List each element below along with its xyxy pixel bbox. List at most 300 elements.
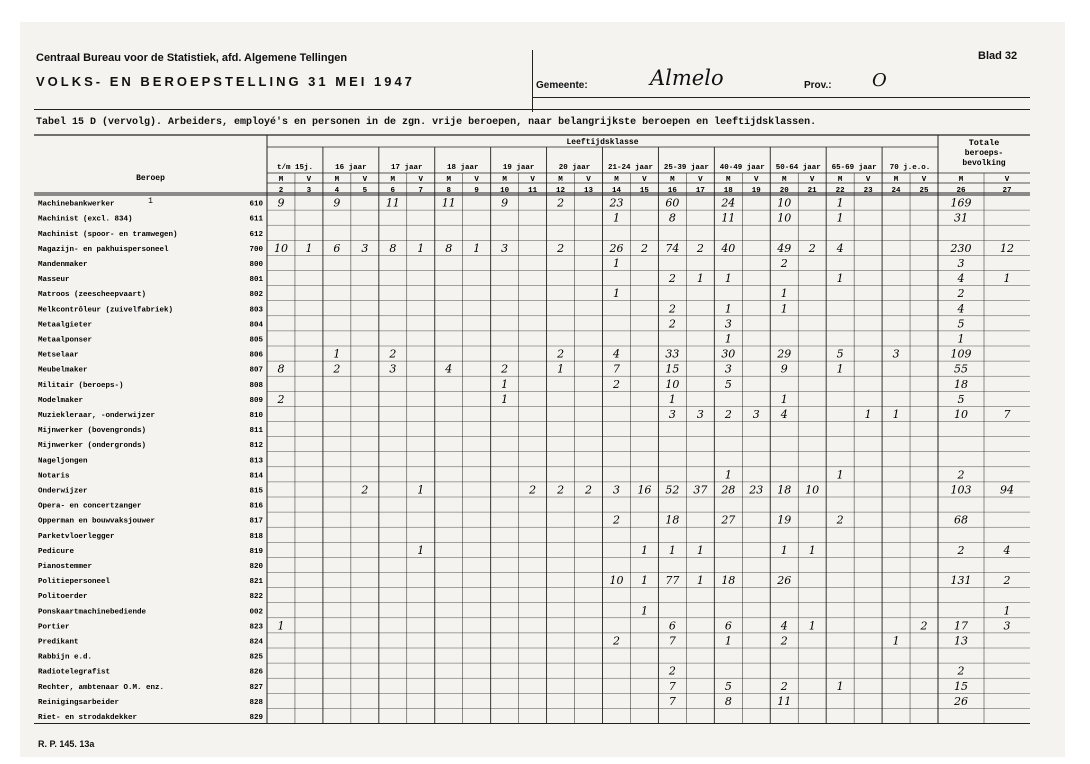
tally-value: 9 bbox=[501, 196, 509, 210]
column-number: 16 bbox=[667, 187, 677, 195]
tally-value: 1 bbox=[836, 211, 844, 225]
column-number: 6 bbox=[390, 187, 396, 195]
tally-value: 2 bbox=[277, 392, 285, 406]
tally-value: 3 bbox=[752, 407, 760, 421]
occupation-label: Opperman en bouwvaksjouwer bbox=[38, 517, 156, 526]
column-number: 21 bbox=[807, 187, 817, 195]
tally-value: 1 bbox=[780, 287, 788, 301]
tally-value: 4 bbox=[612, 347, 620, 361]
column-number: 4 bbox=[334, 187, 340, 195]
tally-value: 3 bbox=[501, 241, 509, 255]
tally-value: 52 bbox=[665, 483, 680, 497]
tally-value: 1 bbox=[724, 302, 732, 316]
beroep-header: Beroep bbox=[136, 174, 165, 183]
sex-label: V bbox=[754, 176, 759, 184]
tally-value: 11 bbox=[385, 196, 400, 210]
occupation-code: 804 bbox=[249, 321, 263, 330]
tally-value: 2 bbox=[501, 362, 509, 376]
tally-value: 1 bbox=[696, 272, 704, 286]
tally-value: 1 bbox=[640, 543, 648, 557]
tally-value: 3 bbox=[389, 362, 397, 376]
tally-value: 30 bbox=[721, 347, 736, 361]
tally-value: 2 bbox=[557, 241, 565, 255]
tally-value: 1 bbox=[696, 543, 704, 557]
tally-value: 15 bbox=[665, 362, 680, 376]
tally-value: 1 bbox=[892, 407, 900, 421]
tally-value: 1 bbox=[557, 362, 565, 376]
tally-value: 60 bbox=[665, 196, 680, 210]
occupation-code: 805 bbox=[249, 336, 263, 345]
sex-label: M bbox=[614, 176, 619, 184]
tally-value: 5 bbox=[724, 377, 732, 391]
tally-value: 11 bbox=[441, 196, 456, 210]
age-group-label: 20 jaar bbox=[558, 164, 591, 172]
tally-value: 4 bbox=[780, 619, 788, 633]
occupation-code: 829 bbox=[249, 713, 263, 722]
tally-value: 2 bbox=[389, 347, 397, 361]
tally-value: 7 bbox=[668, 694, 676, 708]
tally-value: 4 bbox=[836, 241, 844, 255]
tally-value: 27 bbox=[721, 513, 736, 527]
tally-value: 77 bbox=[665, 574, 680, 588]
column-number: 2 bbox=[278, 187, 284, 195]
sex-label: V bbox=[1004, 176, 1010, 184]
occupation-code: 802 bbox=[249, 291, 263, 300]
tally-value: 19 bbox=[777, 513, 792, 527]
tally-value: 2 bbox=[612, 634, 620, 648]
occupation-code: 817 bbox=[249, 517, 263, 526]
occupation-label: Machinist (excl. 834) bbox=[38, 215, 133, 224]
occupation-label: Magazijn- en pakhuispersoneel bbox=[38, 245, 169, 254]
occupation-code: 811 bbox=[249, 427, 263, 436]
tally-value: 1 bbox=[892, 634, 900, 648]
occupation-code: 827 bbox=[249, 683, 263, 692]
tally-value: 2 bbox=[529, 483, 537, 497]
occupation-code: 814 bbox=[249, 472, 263, 481]
tally-value: 1 bbox=[612, 211, 620, 225]
tally-value: 1 bbox=[864, 407, 872, 421]
tally-value: 4 bbox=[957, 302, 965, 316]
tally-value: 2 bbox=[612, 513, 620, 527]
census-table bbox=[20, 22, 1065, 757]
sex-label: V bbox=[306, 176, 312, 184]
occupation-code: 823 bbox=[249, 623, 263, 632]
tally-value: 1 bbox=[305, 241, 313, 255]
sex-label: V bbox=[418, 176, 424, 184]
table-title: Tabel 15 D (vervolg). Arbeiders, employé's en personen in de zgn. vrije beroepen, naar belangrijkste beroepen en leeftijdsklassen. bbox=[36, 117, 817, 128]
tally-value: 26 bbox=[777, 574, 792, 588]
tally-value: 6 bbox=[724, 619, 732, 633]
sex-label: M bbox=[781, 176, 787, 184]
occupation-label: Nageljongen bbox=[38, 457, 88, 466]
occupation-code: 828 bbox=[249, 698, 263, 707]
tally-value: 4 bbox=[780, 407, 788, 421]
sex-label: V bbox=[586, 176, 591, 184]
column-number: 27 bbox=[1002, 187, 1012, 195]
tally-value: 8 bbox=[445, 241, 453, 255]
column-number: 18 bbox=[723, 187, 733, 195]
tally-value: 10 bbox=[665, 377, 680, 391]
tally-value: 2 bbox=[668, 302, 676, 316]
occupation-code: 806 bbox=[249, 351, 263, 360]
occupation-code: 816 bbox=[249, 502, 263, 511]
totale-header: Totale bbox=[968, 138, 1000, 148]
tally-value: 11 bbox=[721, 211, 736, 225]
tally-value: 3 bbox=[1003, 619, 1011, 633]
tally-value: 1 bbox=[696, 574, 704, 588]
occupation-code: 610 bbox=[249, 200, 263, 209]
sex-label: M bbox=[558, 176, 563, 184]
occupation-label: Radiotelegrafist bbox=[38, 668, 111, 677]
tally-value: 11 bbox=[777, 694, 792, 708]
leeftijd-header: Leeftijdsklasse bbox=[566, 138, 639, 147]
tally-value: 3 bbox=[724, 362, 732, 376]
tally-value: 1 bbox=[640, 574, 648, 588]
tally-value: 18 bbox=[777, 483, 792, 497]
sex-label: V bbox=[362, 176, 368, 184]
tally-value: 1 bbox=[417, 483, 425, 497]
tally-value: 8 bbox=[724, 694, 732, 708]
occupation-code: 824 bbox=[249, 638, 263, 647]
prov-value: O bbox=[872, 70, 887, 91]
tally-value: 2 bbox=[668, 317, 676, 331]
tally-value: 6 bbox=[668, 619, 676, 633]
tally-value: 2 bbox=[557, 196, 565, 210]
tally-value: 2 bbox=[957, 287, 965, 301]
census-title: VOLKS- EN BEROEPSTELLING 31 MEI 1947 bbox=[36, 74, 415, 89]
sex-label: M bbox=[893, 176, 899, 184]
column-number: 15 bbox=[639, 187, 649, 195]
occupation-label: Ponskaartmachinebediende bbox=[38, 608, 147, 617]
tally-value: 9 bbox=[333, 196, 341, 210]
tally-value: 10 bbox=[273, 241, 288, 255]
occupation-label: Riet- en strodakdekker bbox=[38, 713, 138, 722]
tally-value: 230 bbox=[950, 241, 972, 255]
form-footer: R. P. 145. 13a bbox=[38, 739, 95, 749]
tally-value: 10 bbox=[777, 196, 792, 210]
occupation-label: Metaalgieter bbox=[38, 321, 93, 330]
tally-value: 2 bbox=[333, 362, 341, 376]
age-group-label: 21-24 jaar bbox=[607, 164, 653, 172]
sex-label: M bbox=[278, 176, 284, 184]
tally-value: 29 bbox=[777, 347, 792, 361]
occupation-code: 801 bbox=[249, 276, 263, 285]
tally-value: 1 bbox=[836, 362, 844, 376]
tally-value: 9 bbox=[780, 362, 788, 376]
column-number: 17 bbox=[695, 187, 705, 195]
sex-label: M bbox=[502, 176, 507, 184]
occupation-label: Muziekleraar, -onderwijzer bbox=[38, 411, 156, 420]
tally-value: 3 bbox=[361, 241, 369, 255]
tally-value: 55 bbox=[954, 362, 968, 376]
tally-value: 10 bbox=[777, 211, 792, 225]
age-group-label: 65-69 jaar bbox=[831, 164, 877, 172]
tally-value: 2 bbox=[1003, 574, 1011, 588]
tally-value: 3 bbox=[668, 407, 676, 421]
occupation-code: 815 bbox=[249, 487, 263, 496]
occupation-label: Reinigingsarbeider bbox=[38, 698, 120, 707]
tally-value: 28 bbox=[721, 483, 736, 497]
tally-value: 2 bbox=[557, 347, 565, 361]
occupation-code: 002 bbox=[249, 608, 263, 617]
column-number: 23 bbox=[863, 187, 873, 195]
occupation-code: 807 bbox=[249, 366, 263, 375]
occupation-code: 809 bbox=[249, 396, 263, 405]
tally-value: 1 bbox=[277, 619, 285, 633]
occupation-code: 810 bbox=[249, 411, 263, 420]
sex-label: V bbox=[530, 176, 535, 184]
occupation-label: Portier bbox=[38, 623, 70, 632]
age-group-label: 50-64 jaar bbox=[775, 164, 821, 172]
age-group-label: 70 j.e.o. bbox=[889, 164, 931, 172]
tally-value: 7 bbox=[668, 679, 676, 693]
tally-value: 2 bbox=[585, 483, 593, 497]
occupation-label: Meubelmaker bbox=[38, 366, 88, 375]
tally-value: 1 bbox=[724, 272, 732, 286]
tally-value: 1 bbox=[957, 332, 965, 346]
occupation-label: Mandenmaker bbox=[38, 260, 88, 269]
tally-value: 7 bbox=[1003, 407, 1011, 421]
tally-value: 33 bbox=[665, 347, 680, 361]
sex-label: M bbox=[726, 176, 731, 184]
tally-value: 109 bbox=[950, 347, 972, 361]
tally-value: 1 bbox=[640, 604, 648, 618]
age-group-label: 17 jaar bbox=[391, 164, 423, 172]
tally-value: 23 bbox=[609, 196, 624, 210]
tally-value: 2 bbox=[668, 664, 676, 678]
occupation-label: Politiepersoneel bbox=[38, 578, 111, 587]
occupation-code: 813 bbox=[249, 457, 263, 466]
tally-value: 2 bbox=[557, 483, 565, 497]
tally-value: 4 bbox=[445, 362, 453, 376]
tally-value: 1 bbox=[724, 332, 732, 346]
sex-label: M bbox=[446, 176, 451, 184]
tally-value: 31 bbox=[954, 211, 968, 225]
occupation-label: Mijnwerker (bovengronds) bbox=[38, 427, 147, 436]
tally-value: 26 bbox=[954, 694, 968, 708]
tally-value: 2 bbox=[836, 513, 844, 527]
occupation-label: Matroos (zeescheepvaart) bbox=[38, 291, 147, 300]
column-number: 3 bbox=[306, 187, 312, 195]
tally-value: 1 bbox=[836, 196, 844, 210]
tally-value: 1 bbox=[780, 543, 788, 557]
tally-value: 3 bbox=[696, 407, 704, 421]
age-group-label: t/m 15j. bbox=[276, 164, 313, 172]
tally-value: 1 bbox=[417, 543, 425, 557]
bureau-name: Centraal Bureau voor de Statistiek, afd. Algemene Tellingen bbox=[36, 52, 348, 64]
tally-value: 24 bbox=[721, 196, 736, 210]
tally-value: 2 bbox=[780, 256, 788, 270]
tally-value: 74 bbox=[665, 241, 680, 255]
tally-value: 94 bbox=[1000, 483, 1014, 497]
column-number: 7 bbox=[418, 187, 424, 195]
occupation-code: 612 bbox=[249, 230, 263, 239]
occupation-label: Pianostemmer bbox=[38, 562, 93, 571]
tally-value: 169 bbox=[950, 196, 972, 210]
tally-value: 23 bbox=[749, 483, 764, 497]
column-number: 5 bbox=[362, 187, 368, 195]
tally-value: 1 bbox=[668, 543, 676, 557]
sex-label: V bbox=[865, 176, 871, 184]
tally-value: 5 bbox=[957, 392, 965, 406]
tally-value: 15 bbox=[954, 679, 968, 693]
tally-value: 1 bbox=[668, 392, 676, 406]
tally-value: 3 bbox=[892, 347, 900, 361]
sex-label: M bbox=[958, 176, 964, 184]
age-group-label: 19 jaar bbox=[502, 164, 535, 172]
tally-value: 3 bbox=[612, 483, 620, 497]
occupation-label: Rechter, ambtenaar O.M. enz. bbox=[38, 683, 165, 692]
tally-value: 10 bbox=[805, 483, 820, 497]
occupation-label: Melkcontrôleur (zuivelfabriek) bbox=[38, 306, 174, 315]
tally-value: 18 bbox=[721, 574, 736, 588]
tally-value: 1 bbox=[780, 302, 788, 316]
tally-value: 3 bbox=[724, 317, 732, 331]
tally-value: 1 bbox=[724, 468, 732, 482]
tally-value: 12 bbox=[1000, 241, 1014, 255]
tally-value: 2 bbox=[696, 241, 704, 255]
occupation-label: Militair (beroeps-) bbox=[38, 381, 124, 390]
prov-label: Prov.: bbox=[804, 80, 832, 91]
tally-value: 7 bbox=[612, 362, 620, 376]
occupation-label: Parketvloerlegger bbox=[38, 532, 115, 541]
tally-value: 2 bbox=[808, 241, 816, 255]
tally-value: 8 bbox=[389, 241, 397, 255]
occupation-code: 812 bbox=[249, 442, 263, 451]
occupation-label: Mijnwerker (ondergronds) bbox=[38, 442, 147, 451]
tally-value: 1 bbox=[612, 256, 620, 270]
tally-value: 40 bbox=[721, 241, 736, 255]
tally-value: 5 bbox=[957, 317, 965, 331]
tally-value: 1 bbox=[724, 634, 732, 648]
sex-label: M bbox=[670, 176, 675, 184]
occupation-label: Politoerder bbox=[38, 593, 88, 602]
tally-value: 103 bbox=[950, 483, 972, 497]
occupation-code: 611 bbox=[249, 215, 263, 224]
tally-value: 5 bbox=[724, 679, 732, 693]
occupation-code: 800 bbox=[249, 260, 263, 269]
occupation-code: 826 bbox=[249, 668, 263, 677]
occupation-label: Metselaar bbox=[38, 351, 79, 360]
totale-header: bevolking bbox=[962, 159, 1006, 168]
column-number: 11 bbox=[528, 187, 538, 195]
tally-value: 4 bbox=[957, 272, 965, 286]
tally-value: 2 bbox=[920, 619, 928, 633]
occupation-label: Opera- en concertzanger bbox=[38, 502, 142, 511]
tally-value: 1 bbox=[612, 287, 620, 301]
occupation-code: 821 bbox=[249, 578, 263, 587]
tally-value: 1 bbox=[417, 241, 425, 255]
occupation-label: Machinist (spoor- en tramwegen) bbox=[38, 230, 178, 239]
tally-value: 10 bbox=[954, 407, 968, 421]
column-number: 25 bbox=[919, 187, 929, 195]
tally-value: 131 bbox=[950, 574, 972, 588]
tally-value: 1 bbox=[1003, 604, 1011, 618]
tally-value: 2 bbox=[640, 241, 648, 255]
tally-value: 17 bbox=[954, 619, 968, 633]
tally-value: 2 bbox=[957, 468, 965, 482]
tally-value: 1 bbox=[808, 619, 816, 633]
tally-value: 1 bbox=[836, 272, 844, 286]
occupation-label: Notaris bbox=[38, 472, 70, 481]
tally-value: 4 bbox=[1003, 543, 1011, 557]
sex-label: V bbox=[921, 176, 927, 184]
tally-value: 13 bbox=[954, 634, 968, 648]
occupation-code: 803 bbox=[249, 306, 263, 315]
column-number: 14 bbox=[611, 187, 621, 195]
occupation-code: 700 bbox=[249, 245, 263, 254]
tally-value: 10 bbox=[609, 574, 624, 588]
totale-header: beroeps- bbox=[964, 149, 1004, 158]
age-group-label: 18 jaar bbox=[446, 164, 479, 172]
occupation-label: Machinebankwerker bbox=[38, 200, 115, 209]
gemeente-value: Almelo bbox=[650, 66, 724, 90]
occupation-label: Modelmaker bbox=[38, 396, 84, 405]
occupation-label: Pedicure bbox=[38, 547, 75, 556]
tally-value: 1 bbox=[501, 377, 509, 391]
tally-value: 2 bbox=[957, 664, 965, 678]
occupation-label: Onderwijzer bbox=[38, 487, 88, 496]
gemeente-label: Gemeente: bbox=[536, 80, 588, 91]
sex-label: V bbox=[642, 176, 647, 184]
tally-value: 49 bbox=[777, 241, 792, 255]
occupation-label: Metaalponser bbox=[38, 336, 93, 345]
age-group-label: 16 jaar bbox=[335, 164, 367, 172]
tally-value: 37 bbox=[693, 483, 708, 497]
tally-value: 5 bbox=[836, 347, 844, 361]
tally-value: 1 bbox=[808, 543, 816, 557]
tally-value: 18 bbox=[954, 377, 968, 391]
column-number: 13 bbox=[584, 187, 594, 195]
tally-value: 1 bbox=[780, 392, 788, 406]
column-number: 20 bbox=[779, 187, 789, 195]
age-group-label: 40-49 jaar bbox=[719, 164, 765, 172]
tally-value: 2 bbox=[780, 679, 788, 693]
column-number: 19 bbox=[751, 187, 761, 195]
tally-value: 2 bbox=[668, 272, 676, 286]
tally-value: 68 bbox=[954, 513, 968, 527]
tally-value: 2 bbox=[612, 377, 620, 391]
occupation-code: 819 bbox=[249, 547, 263, 556]
column-number: 9 bbox=[474, 187, 479, 195]
column-number: 10 bbox=[500, 187, 510, 195]
tally-value: 8 bbox=[668, 211, 676, 225]
occupation-code: 808 bbox=[249, 381, 263, 390]
tally-value: 2 bbox=[957, 543, 965, 557]
sex-label: V bbox=[698, 176, 703, 184]
tally-value: 16 bbox=[637, 483, 652, 497]
occupation-code: 822 bbox=[249, 593, 263, 602]
occupation-code: 820 bbox=[249, 562, 263, 571]
tally-value: 8 bbox=[277, 362, 285, 376]
column-number: 12 bbox=[556, 187, 566, 195]
tally-value: 3 bbox=[957, 256, 965, 270]
column-number: 22 bbox=[835, 187, 845, 195]
occupation-label: Rabbijn e.d. bbox=[38, 653, 93, 662]
tally-value: 6 bbox=[333, 241, 341, 255]
tally-value: 9 bbox=[277, 196, 285, 210]
tally-value: 1 bbox=[836, 679, 844, 693]
tally-value: 1 bbox=[836, 468, 844, 482]
tally-value: 2 bbox=[724, 407, 732, 421]
column-number: 24 bbox=[891, 187, 901, 195]
occupation-code: 825 bbox=[249, 653, 263, 662]
tally-value: 2 bbox=[780, 634, 788, 648]
page-number: Blad 32 bbox=[978, 50, 1018, 62]
age-group-label: 25-39 jaar bbox=[663, 164, 709, 172]
tally-value: 1 bbox=[333, 347, 341, 361]
sex-label: M bbox=[334, 176, 340, 184]
